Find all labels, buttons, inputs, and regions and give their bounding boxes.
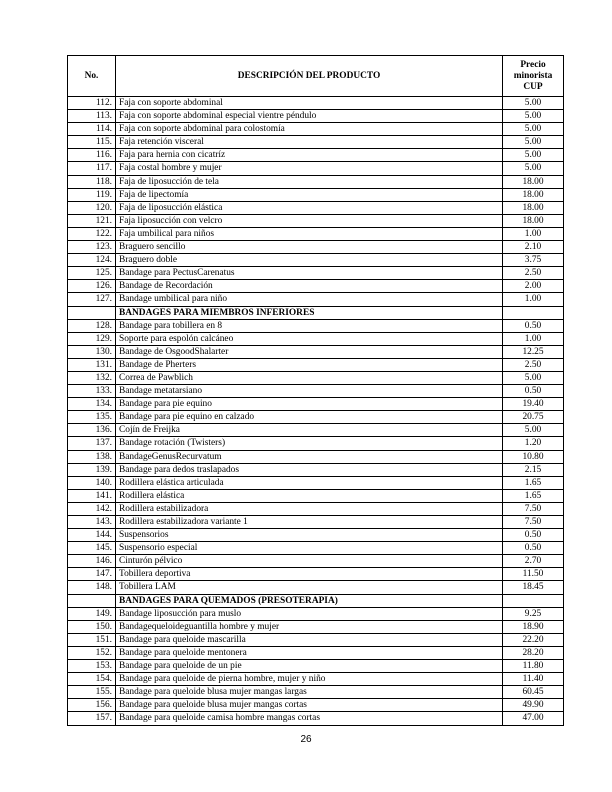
item-number: 119. — [68, 188, 116, 201]
item-number: 127. — [68, 293, 116, 306]
table-row — [68, 699, 564, 712]
item-price: 2.50 — [503, 267, 564, 280]
item-price: 28.20 — [503, 646, 564, 659]
item-description: BandageGenusRecurvatum — [116, 450, 503, 463]
item-description: Bandage para queloide mentonera — [116, 646, 503, 659]
item-price: 9.25 — [503, 607, 564, 620]
table-row — [68, 555, 564, 568]
table-row — [68, 162, 564, 175]
item-number: 114. — [68, 123, 116, 136]
item-number: 154. — [68, 673, 116, 686]
item-price: 5.00 — [503, 162, 564, 175]
table-row — [68, 385, 564, 398]
item-description: Braguero doble — [116, 254, 503, 267]
item-price: 1.20 — [503, 437, 564, 450]
price-table — [67, 55, 564, 726]
section-title: BANDAGES PARA MIEMBROS INFERIORES — [116, 306, 503, 319]
item-price: 5.00 — [503, 149, 564, 162]
item-number: 151. — [68, 633, 116, 646]
item-price: 20.75 — [503, 411, 564, 424]
item-description: Correa de Pawblich — [116, 371, 503, 384]
table-row — [68, 214, 564, 227]
item-price: 5.00 — [503, 123, 564, 136]
item-number: 133. — [68, 385, 116, 398]
section-price-cell — [503, 306, 564, 319]
table-body — [68, 97, 564, 726]
item-number: 157. — [68, 712, 116, 725]
item-description: Faja liposucción con velcro — [116, 214, 503, 227]
table-header-row — [68, 56, 564, 97]
item-price: 11.50 — [503, 568, 564, 581]
item-number: 130. — [68, 345, 116, 358]
item-price: 1.65 — [503, 489, 564, 502]
item-number: 142. — [68, 502, 116, 515]
item-description: Rodillera elástica articulada — [116, 476, 503, 489]
section-row — [68, 594, 564, 607]
item-price: 18.45 — [503, 581, 564, 594]
item-price: 1.00 — [503, 227, 564, 240]
item-description: Tobillera LAM — [116, 581, 503, 594]
item-description: Faja de liposucción elástica — [116, 201, 503, 214]
header-no: No. — [68, 56, 116, 97]
item-price: 18.00 — [503, 201, 564, 214]
item-description: Bandage para pie equino en calzado — [116, 411, 503, 424]
item-price: 18.90 — [503, 620, 564, 633]
item-description: Faja con soporte abdominal para colostomía — [116, 123, 503, 136]
item-price: 1.65 — [503, 476, 564, 489]
item-description: Faja de liposucción de tela — [116, 175, 503, 188]
item-number: 140. — [68, 476, 116, 489]
item-number: 126. — [68, 280, 116, 293]
table-row — [68, 607, 564, 620]
table-row — [68, 319, 564, 332]
item-price: 2.50 — [503, 358, 564, 371]
item-number: 153. — [68, 660, 116, 673]
header-description: DESCRIPCIÓN DEL PRODUCTO — [116, 56, 503, 97]
item-price: 18.00 — [503, 214, 564, 227]
table-row — [68, 411, 564, 424]
table-row — [68, 646, 564, 659]
header-price — [503, 56, 564, 97]
table-row — [68, 97, 564, 110]
item-price: 47.00 — [503, 712, 564, 725]
item-price: 2.10 — [503, 241, 564, 254]
item-number: 131. — [68, 358, 116, 371]
item-number: 143. — [68, 516, 116, 529]
item-description: Bandage para queloide de pierna hombre, mujer y niño — [116, 673, 503, 686]
item-price: 49.90 — [503, 699, 564, 712]
item-number: 112. — [68, 97, 116, 110]
item-price: 7.50 — [503, 502, 564, 515]
item-price: 5.00 — [503, 97, 564, 110]
item-description: Faja de lipectomía — [116, 188, 503, 201]
table-row — [68, 712, 564, 725]
table-row — [68, 123, 564, 136]
item-price: 11.80 — [503, 660, 564, 673]
item-price: 5.00 — [503, 136, 564, 149]
item-number: 116. — [68, 149, 116, 162]
table-row — [68, 620, 564, 633]
item-description: Bandage umbilical para niño — [116, 293, 503, 306]
item-description: Suspensorios — [116, 529, 503, 542]
table-row — [68, 188, 564, 201]
item-description: Braguero sencillo — [116, 241, 503, 254]
item-number: 132. — [68, 371, 116, 384]
table-row — [68, 581, 564, 594]
section-row — [68, 306, 564, 319]
table-row — [68, 450, 564, 463]
page-number: 26 — [300, 734, 312, 745]
item-description: Bandage de Pherters — [116, 358, 503, 371]
table-row — [68, 660, 564, 673]
item-price: 5.00 — [503, 110, 564, 123]
header-price-line2: minorista — [513, 70, 553, 81]
item-price: 5.00 — [503, 371, 564, 384]
table-row — [68, 110, 564, 123]
item-price: 12.25 — [503, 345, 564, 358]
table-row — [68, 241, 564, 254]
item-description: Bandage para queloide mascarilla — [116, 633, 503, 646]
table-row — [68, 489, 564, 502]
item-price: 0.50 — [503, 385, 564, 398]
item-price: 11.40 — [503, 673, 564, 686]
item-number: 129. — [68, 332, 116, 345]
item-price: 10.80 — [503, 450, 564, 463]
table-row — [68, 227, 564, 240]
item-number: 150. — [68, 620, 116, 633]
table-row — [68, 516, 564, 529]
table-row — [68, 542, 564, 555]
item-number: 123. — [68, 241, 116, 254]
item-description: Suspensorio especial — [116, 542, 503, 555]
table-row — [68, 529, 564, 542]
item-price: 5.00 — [503, 424, 564, 437]
item-number: 115. — [68, 136, 116, 149]
item-number: 145. — [68, 542, 116, 555]
section-price-cell — [503, 594, 564, 607]
item-number: 144. — [68, 529, 116, 542]
table-row — [68, 463, 564, 476]
item-number: 134. — [68, 398, 116, 411]
header-price-line1: Precio — [520, 59, 546, 70]
item-number: 139. — [68, 463, 116, 476]
item-number: 128. — [68, 319, 116, 332]
section-no-cell — [68, 594, 116, 607]
item-description: Faja con soporte abdominal — [116, 97, 503, 110]
item-number: 121. — [68, 214, 116, 227]
item-price: 18.00 — [503, 188, 564, 201]
table-row — [68, 293, 564, 306]
table-row — [68, 476, 564, 489]
item-description: Rodillera estabilizadora — [116, 502, 503, 515]
item-description: Bandage para queloide blusa mujer mangas cortas — [116, 699, 503, 712]
item-price: 0.50 — [503, 319, 564, 332]
table-row — [68, 280, 564, 293]
item-price: 18.00 — [503, 175, 564, 188]
item-description: Bandage para queloide blusa mujer mangas largas — [116, 686, 503, 699]
table-row — [68, 267, 564, 280]
item-description: Bandage para pie equino — [116, 398, 503, 411]
item-description: Tobillera deportiva — [116, 568, 503, 581]
item-price: 1.00 — [503, 293, 564, 306]
table-row — [68, 332, 564, 345]
item-number: 152. — [68, 646, 116, 659]
item-number: 118. — [68, 175, 116, 188]
item-description: Bandagequeloideguantilla hombre y mujer — [116, 620, 503, 633]
item-number: 146. — [68, 555, 116, 568]
table-row — [68, 149, 564, 162]
item-price: 60.45 — [503, 686, 564, 699]
item-price: 7.50 — [503, 516, 564, 529]
header-price-line3: CUP — [523, 81, 543, 92]
item-description: Bandage rotación (Twisters) — [116, 437, 503, 450]
table-row — [68, 437, 564, 450]
table-row — [68, 502, 564, 515]
item-number: 122. — [68, 227, 116, 240]
item-description: Faja costal hombre y mujer — [116, 162, 503, 175]
table-row — [68, 358, 564, 371]
table-row — [68, 568, 564, 581]
item-price: 1.00 — [503, 332, 564, 345]
item-number: 155. — [68, 686, 116, 699]
item-number: 113. — [68, 110, 116, 123]
item-price: 2.70 — [503, 555, 564, 568]
item-description: Faja umbilical para niños — [116, 227, 503, 240]
item-description: Bandage de OsgoodShalarter — [116, 345, 503, 358]
item-description: Cinturón pélvico — [116, 555, 503, 568]
item-number: 124. — [68, 254, 116, 267]
item-description: Bandage de Recordación — [116, 280, 503, 293]
item-description: Faja para hernia con cicatríz — [116, 149, 503, 162]
table-row — [68, 175, 564, 188]
item-number: 156. — [68, 699, 116, 712]
item-description: Faja con soporte abdominal especial vientre péndulo — [116, 110, 503, 123]
item-description: Faja retención visceral — [116, 136, 503, 149]
table-row — [68, 398, 564, 411]
item-price: 19.40 — [503, 398, 564, 411]
item-price: 2.00 — [503, 280, 564, 293]
item-description: Rodillera estabilizadora variante 1 — [116, 516, 503, 529]
item-number: 125. — [68, 267, 116, 280]
item-description: Bandage para tobillera en 8 — [116, 319, 503, 332]
item-number: 147. — [68, 568, 116, 581]
section-no-cell — [68, 306, 116, 319]
table-row — [68, 424, 564, 437]
table-row — [68, 254, 564, 267]
item-price: 22.20 — [503, 633, 564, 646]
item-description: Bandage liposucción para muslo — [116, 607, 503, 620]
table-row — [68, 633, 564, 646]
item-number: 137. — [68, 437, 116, 450]
item-description: Bandage para PectusCarenatus — [116, 267, 503, 280]
item-price: 2.15 — [503, 463, 564, 476]
item-description: Bandage para queloide de un pie — [116, 660, 503, 673]
item-description: Bandage para dedos traslapados — [116, 463, 503, 476]
item-price: 0.50 — [503, 529, 564, 542]
table-row — [68, 686, 564, 699]
table-row — [68, 345, 564, 358]
table-row — [68, 371, 564, 384]
item-price: 3.75 — [503, 254, 564, 267]
item-number: 141. — [68, 489, 116, 502]
item-description: Cojín de Freijka — [116, 424, 503, 437]
item-price: 0.50 — [503, 542, 564, 555]
item-number: 136. — [68, 424, 116, 437]
section-title: BANDAGES PARA QUEMADOS (PRESOTERAPIA) — [116, 594, 503, 607]
item-description: Bandage para queloide camisa hombre mangas cortas — [116, 712, 503, 725]
item-number: 148. — [68, 581, 116, 594]
item-number: 120. — [68, 201, 116, 214]
item-number: 149. — [68, 607, 116, 620]
item-number: 138. — [68, 450, 116, 463]
item-number: 135. — [68, 411, 116, 424]
item-description: Soporte para espolón calcáneo — [116, 332, 503, 345]
item-description: Bandage metatarsiano — [116, 385, 503, 398]
table-row — [68, 673, 564, 686]
item-number: 117. — [68, 162, 116, 175]
table-row — [68, 201, 564, 214]
item-description: Rodillera elástica — [116, 489, 503, 502]
table-row — [68, 136, 564, 149]
